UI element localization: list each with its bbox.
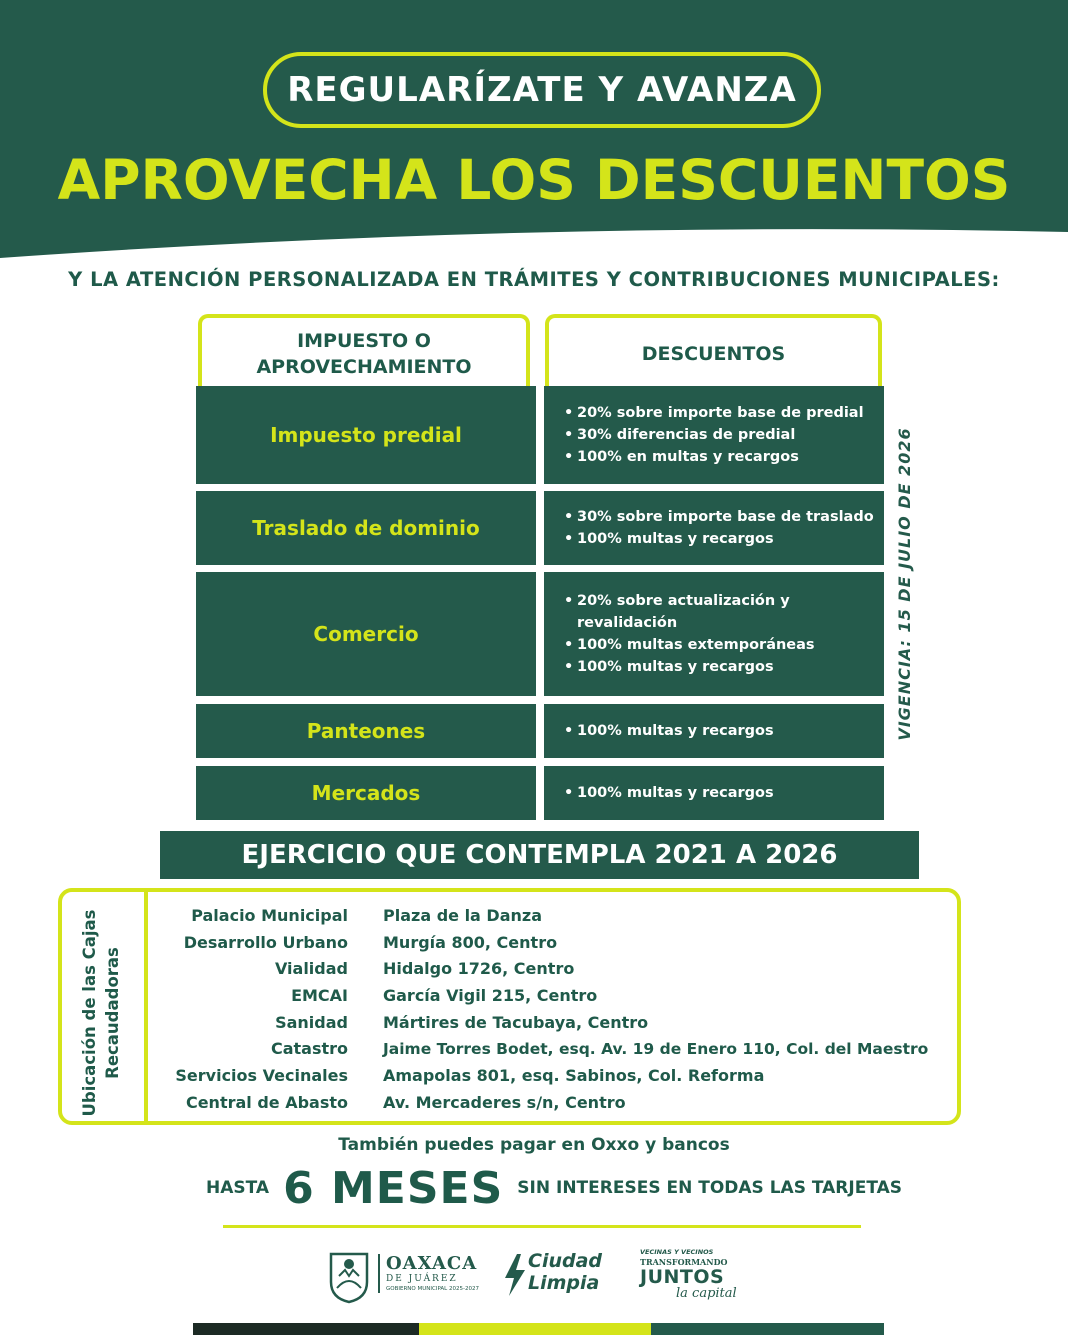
- location-address: Jaime Torres Bodet, esq. Av. 19 de Enero 110, Col. del Maestro: [383, 1039, 929, 1058]
- installments-line: [206, 1160, 902, 1216]
- location-name: Servicios Vecinales: [175, 1065, 348, 1085]
- location-address: Plaza de la Danza: [383, 905, 542, 925]
- table-header-tax-label: IMPUESTO O APROVECHAMIENTO: [256, 330, 472, 378]
- discount-item: • 100% en multas y recargos: [564, 446, 864, 468]
- location-address: Mártires de Tacubaya, Centro: [383, 1012, 649, 1032]
- location-address: Murgía 800, Centro: [383, 932, 558, 952]
- oaxaca-emblem-icon: [327, 1248, 371, 1304]
- slogan-pill: REGULARÍZATE Y AVANZA: [263, 52, 821, 128]
- logos-row: [0, 1240, 1068, 1320]
- discount-item: • 100% multas extemporáneas: [564, 634, 864, 656]
- table-row-name: Comercio: [196, 572, 536, 696]
- header-background: [0, 0, 1068, 260]
- list-item: [148, 1062, 958, 1089]
- location-name: Vialidad: [274, 959, 348, 979]
- location-address: García Vigil 215, Centro: [383, 985, 598, 1005]
- list-item: [148, 902, 958, 929]
- location-address: Hidalgo 1726, Centro: [383, 959, 575, 979]
- limpia-label: Limpia: [528, 1272, 600, 1294]
- no-interest-label: SIN INTERESES EN TODAS LAS TARJETAS: [517, 1178, 903, 1198]
- table-row-name: Traslado de dominio: [196, 491, 536, 565]
- ciudad-label: Ciudad: [528, 1250, 603, 1272]
- juntos-line-3: JUNTOS: [640, 1266, 725, 1288]
- locations-list: [148, 902, 958, 1116]
- juntos-logo: [640, 1248, 760, 1301]
- oaxaca-logo-text: [378, 1254, 479, 1293]
- discount-item: • 30% sobre importe base de traslado: [564, 506, 874, 528]
- discount-item: • 20% sobre importe base de predial: [564, 402, 864, 424]
- footer-bar-dark: [193, 1323, 419, 1335]
- divider: [223, 1225, 861, 1228]
- location-address: Amapolas 801, esq. Sabinos, Col. Reforma: [383, 1065, 765, 1085]
- location-name: Catastro: [270, 1039, 348, 1059]
- vigencia-text: VIGENCIA: 15 DE JULIO DE 2026: [895, 427, 914, 741]
- location-address: Av. Mercaderes s/n, Centro: [383, 1092, 626, 1112]
- table-row-discounts: [544, 704, 884, 758]
- oaxaca-title: OAXACA: [386, 1253, 478, 1274]
- location-name: Sanidad: [275, 1012, 348, 1032]
- discount-item: • 100% multas y recargos: [564, 656, 864, 678]
- table-row-discounts: [544, 572, 884, 696]
- discount-item: • 30% diferencias de predial: [564, 424, 864, 446]
- list-item: [148, 929, 958, 956]
- footer-bar-lime: [419, 1323, 651, 1335]
- location-name: Central de Abasto: [185, 1092, 348, 1112]
- hasta-label: HASTA: [206, 1178, 270, 1198]
- location-name: Desarrollo Urbano: [183, 932, 348, 952]
- oaxaca-government: GOBIERNO MUNICIPAL 2025-2027: [386, 1286, 479, 1292]
- table-header-discounts: [545, 314, 882, 390]
- oaxaca-subtitle: DE JUÁREZ: [386, 1274, 458, 1284]
- discount-item: • 20% sobre actualización y revalidación: [564, 590, 864, 634]
- list-item: [148, 982, 958, 1009]
- footer-bar-green: [651, 1323, 884, 1335]
- table-row-name: Panteones: [196, 704, 536, 758]
- main-headline: APROVECHA LOS DESCUENTOS: [57, 148, 1011, 212]
- table-row-discounts: [544, 386, 884, 484]
- location-name: EMCAI: [291, 985, 348, 1005]
- juntos-line-4: la capital: [676, 1286, 737, 1301]
- months-label: 6 MESES: [283, 1162, 504, 1214]
- list-item: [148, 1009, 958, 1036]
- table-header-tax: [198, 314, 530, 390]
- discount-item: • 100% multas y recargos: [564, 528, 874, 550]
- list-item: [148, 1089, 958, 1116]
- discount-item: • 100% multas y recargos: [564, 720, 774, 742]
- cajas-label: Ubicación de las Cajas Recaudadoras: [80, 909, 122, 1117]
- juntos-line-1: VECINAS Y VECINOS: [640, 1248, 714, 1256]
- table-row-discounts: [544, 491, 884, 565]
- location-name: Palacio Municipal: [191, 905, 348, 925]
- ejercicio-banner: EJERCICIO QUE CONTEMPLA 2021 A 2026: [160, 831, 919, 879]
- subtitle: Y LA ATENCIÓN PERSONALIZADA EN TRÁMITES Y CONTRIBUCIONES MUNICIPALES:: [68, 268, 1000, 291]
- ciudad-limpia-logo: [528, 1250, 602, 1294]
- table-row-discounts: [544, 766, 884, 820]
- payment-options-text: También puedes pagar en Oxxo y bancos: [338, 1135, 730, 1155]
- list-item: [148, 1035, 958, 1062]
- discount-item: • 100% multas y recargos: [564, 782, 774, 804]
- cajas-box: [58, 888, 961, 1125]
- juntos-line-2: TRANSFORMANDO: [640, 1257, 728, 1267]
- list-item: [148, 955, 958, 982]
- table-row-name: Mercados: [196, 766, 536, 820]
- table-header-discounts-label: DESCUENTOS: [641, 343, 786, 365]
- lightning-bolt-icon: [503, 1254, 527, 1296]
- table-row-name: Impuesto predial: [196, 386, 536, 484]
